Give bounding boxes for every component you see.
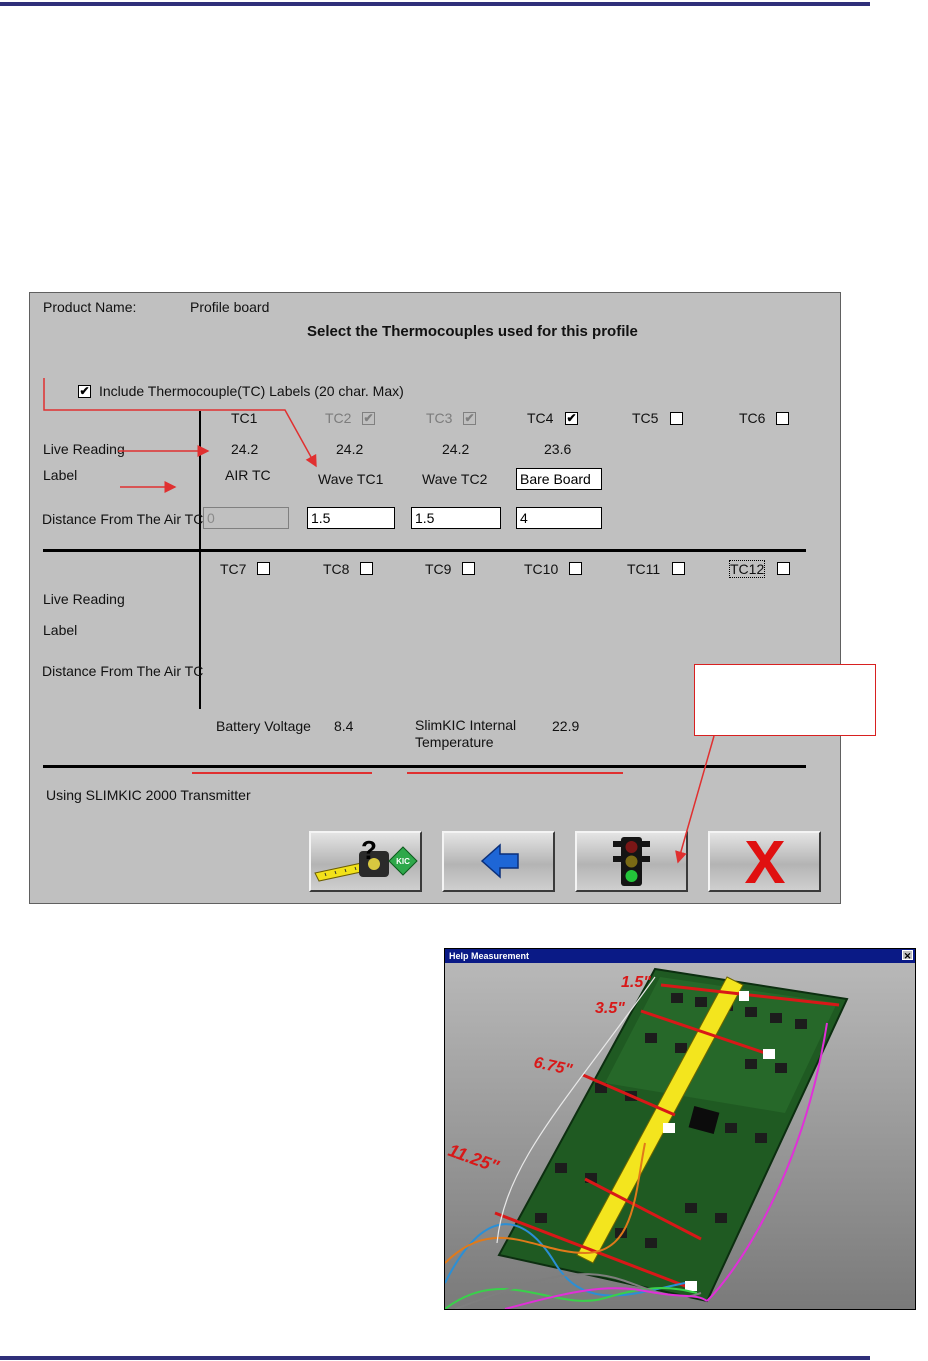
internal-temp-label: SlimKIC Internal [415,717,517,733]
battery-voltage-label: Battery Voltage [216,718,311,734]
product-name-label: Product Name: [43,299,137,315]
tc2-distance-input[interactable]: 1.5 [307,507,395,529]
tc5-name: TC5 [632,410,659,426]
tc4-name: TC4 [527,410,554,426]
include-labels-checkbox[interactable]: ✔ [79,384,90,398]
distance-label-2: Distance From The Air TC [42,663,204,679]
tc3-name: TC3 [426,410,453,426]
tc11-name: TC11 [627,561,661,577]
measurement-6-75: 6.75" [532,1054,574,1079]
tc2-label: Wave TC1 [318,471,384,487]
tc2-checkbox[interactable]: ✔ [363,411,374,425]
tc4-label-input[interactable]: Bare Board [516,468,602,490]
tc10-name: TC10 [524,561,559,577]
tc3-checkbox[interactable]: ✔ [464,411,475,425]
distance-label: Distance From The Air TC [42,511,204,527]
tc2-reading: 24.2 [336,441,364,457]
tc3-reading: 24.2 [442,441,470,457]
label-row-label-2: Label [43,622,78,638]
tc3-label: Wave TC2 [422,471,488,487]
tc7-name: TC7 [220,561,247,577]
tc8-name: TC8 [323,561,350,577]
internal-temp-label-2: Temperature [415,734,494,750]
tc1-label: AIR TC [225,467,271,483]
tc4-checkbox[interactable]: ✔ [566,411,577,425]
measurement-3-5: 3.5" [595,1000,625,1017]
live-reading-label: Live Reading [43,441,125,457]
svg-text:KIC: KIC [396,857,410,866]
tc1-name: TC1 [231,410,258,426]
tc3-distance-input[interactable]: 1.5 [411,507,501,529]
tc12-name: TC12 [730,561,765,577]
tc4-reading: 23.6 [544,441,572,457]
include-labels-label: Include Thermocouple(TC) Labels (20 char. Max) [99,383,404,399]
tc2-name: TC2 [325,410,352,426]
tc1-distance-input[interactable]: 0 [203,507,289,529]
help-window-titlebar [445,949,915,963]
tc4-distance-input[interactable]: 4 [516,507,602,529]
tc1-reading: 24.2 [231,441,259,457]
close-button[interactable]: ✕ [903,951,912,961]
label-row-label: Label [43,467,78,483]
product-name-value: Profile board [190,299,270,315]
measurement-1-5: 1.5" [621,974,651,991]
pcb-measurement-illustration [445,963,915,1309]
internal-temp-value: 22.9 [552,718,580,734]
live-reading-label-2: Live Reading [43,591,125,607]
tc9-name: TC9 [425,561,452,577]
battery-voltage-value: 8.4 [334,718,354,734]
help-window-title: Help Measurement [449,951,530,961]
help-measurement-window [444,948,916,1310]
measurement-11-25: 11.25" [445,1139,502,1177]
transmitter-text: Using SLIMKIC 2000 Transmitter [46,787,251,803]
tc6-name: TC6 [739,410,766,426]
svg-text:?: ? [361,835,377,865]
dialog-heading: Select the Thermocouples used for this profile [307,323,638,340]
